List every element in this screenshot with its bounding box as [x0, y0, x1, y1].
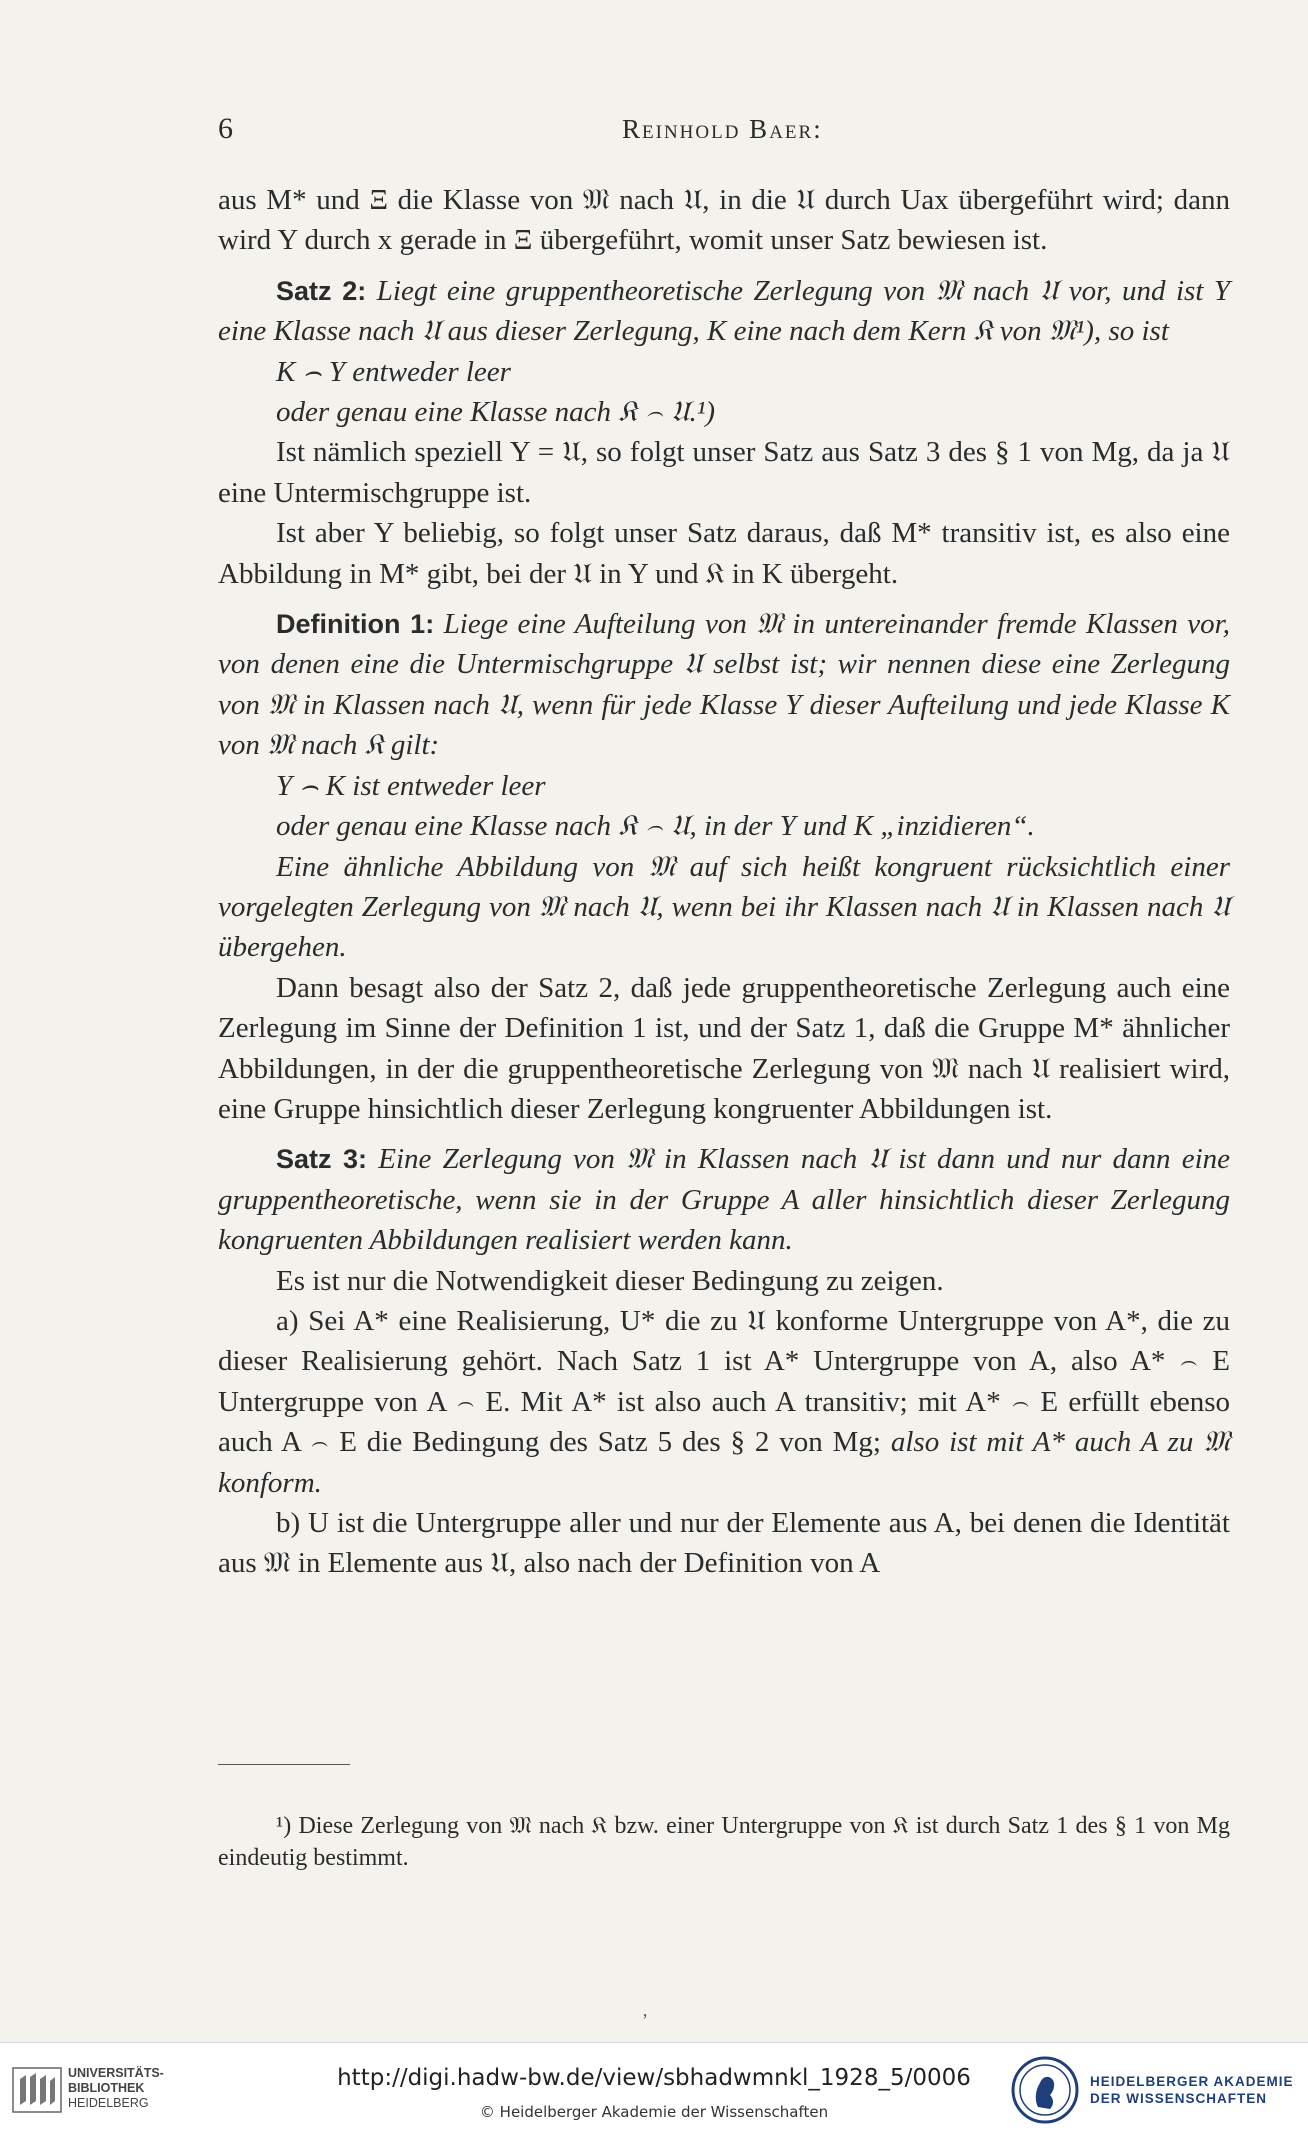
footnote-rule [218, 1764, 350, 1765]
paragraph-proof-end: aus M* und Ξ die Klasse von 𝔐 nach 𝔘, in die 𝔘 durch Uax übergeführt wird; dann wird Y durch x gerade in Ξ übergeführt, womit unser Satz bewiesen ist. [218, 184, 1230, 257]
theorem-case-line: oder genau eine Klasse nach 𝔎 ⌢ 𝔘.¹) [276, 396, 716, 429]
theorem-label: Satz 2: [276, 275, 367, 306]
body-text [218, 180, 1230, 1584]
document-url-link[interactable]: http://digi.hadw-bw.de/view/sbhadwmnkl_1928_5/0006 [337, 2065, 971, 2091]
running-head-author: Reinhold Baer: [622, 114, 823, 144]
paragraph: Ist nämlich speziell Y = 𝔘, so folgt unser Satz aus Satz 3 des § 1 von Mg, da ja 𝔘 eine Untermischgruppe ist. [218, 436, 1230, 509]
paragraph-case-b: b) U ist die Untergruppe aller und nur der Elemente aus A, bei denen die Identität aus 𝔐 in Elemente aus 𝔘, also nach der Definition von A [218, 1507, 1230, 1580]
page-number: 6 [218, 112, 233, 145]
theorem-satz-2 [218, 271, 1230, 352]
definition-label: Definition 1: [276, 609, 435, 640]
theorem-case-line: K ⌢ Y entweder leer [276, 355, 511, 388]
theorem-label: Satz 3: [276, 1144, 368, 1175]
theorem-statement: Liegt eine gruppentheoretische Zerlegung von 𝔐 nach 𝔘 vor, und ist Y eine Klasse nach 𝔘 aus dieser Zerlegung, K eine nach dem Kern 𝔎 von 𝔐¹), so ist [218, 274, 1230, 348]
viewer-footer [0, 2042, 1308, 2135]
running-header [218, 112, 1230, 152]
definition-case-line: oder genau eine Klasse nach 𝔎 ⌢ 𝔘, in der Y und K „inzidieren“. [276, 810, 1035, 843]
library-name: UNIVERSITÄTS- BIBLIOTHEK HEIDELBERG [68, 2066, 164, 2110]
paragraph: Dann besagt also der Satz 2, daß jede gruppentheoretische Zerlegung auch eine Zerlegung im Sinne der Definition 1 ist, und der Satz 1, daß die Gruppe M* ähnlicher Abbildungen, in der die gruppentheoretische Zerlegung von 𝔐 nach 𝔘 realisiert wird, eine Gruppe hinsichtlich dieser Zerlegung kongruenter Abbildungen ist. [218, 971, 1230, 1125]
academy-name: HEIDELBERGER AKADEMIE DER WISSENSCHAFTEN [1090, 2074, 1294, 2106]
paragraph: Es ist nur die Notwendigkeit dieser Bedingung zu zeigen. [276, 1264, 944, 1297]
copyright-notice: © Heidelberger Akademie der Wissenschaften [479, 2103, 829, 2121]
academy-seal-icon [1010, 2055, 1080, 2125]
definition-1 [218, 604, 1230, 766]
definition-statement: Liege eine Aufteilung von 𝔐 in untereinander fremde Klassen vor, von denen eine die Untermischgruppe 𝔘 selbst ist; wir nennen diese eine Zerlegung von 𝔐 in Klassen nach 𝔘, wenn für jede Klasse Y dieser Aufteilung und jede Klasse K von 𝔐 nach 𝔎 gilt: [218, 608, 1230, 762]
definition-case-line: Y ⌢ K ist entweder leer [276, 769, 546, 802]
paragraph-case-a: a) Sei A* eine Realisierung, U* die zu 𝔘 konforme Untergruppe von A*, die zu dieser Realisierung gehört. Nach Satz 1 ist A* Untergruppe von A, also A* ⌢ E Untergruppe von A ⌢ E. Mit A* ist also auch A transitiv; mit A* ⌢ E erfüllt ebenso auch A ⌢ E die Bedingung des Satz 5 des § 2 von Mg; also ist mit A* auch A zu 𝔐 konform. [218, 1304, 1230, 1499]
theorem-statement: Eine Zerlegung von 𝔐 in Klassen nach 𝔘 ist dann und nur dann eine gruppentheoretische, wenn sie in der Gruppe A aller hinsichtlich dieser Zerlegung kongruenten Abbildungen realisiert werden kann. [218, 1143, 1230, 1257]
stray-mark: ‚ [642, 2000, 648, 2020]
footnote: ¹) Diese Zerlegung von 𝔐 nach 𝔎 bzw. einer Untergruppe von 𝔎 ist durch Satz 1 des § 1 von Mg eindeutig bestimmt. [218, 1813, 1230, 1871]
definition-continuation: Eine ähnliche Abbildung von 𝔐 auf sich heißt kongruent rücksichtlich einer vorgelegten Zerlegung von 𝔐 nach 𝔘, wenn bei ihr Klassen nach 𝔘 in Klassen nach 𝔘 übergehen. [218, 850, 1230, 964]
theorem-satz-3 [218, 1139, 1230, 1260]
academy-logo[interactable] [1010, 2055, 1300, 2125]
paragraph: Ist aber Y beliebig, so folgt unser Satz daraus, daß M* transitiv ist, es also eine Abbildung in M* gibt, bei der 𝔘 in Y und 𝔎 in K übergeht. [218, 517, 1230, 590]
